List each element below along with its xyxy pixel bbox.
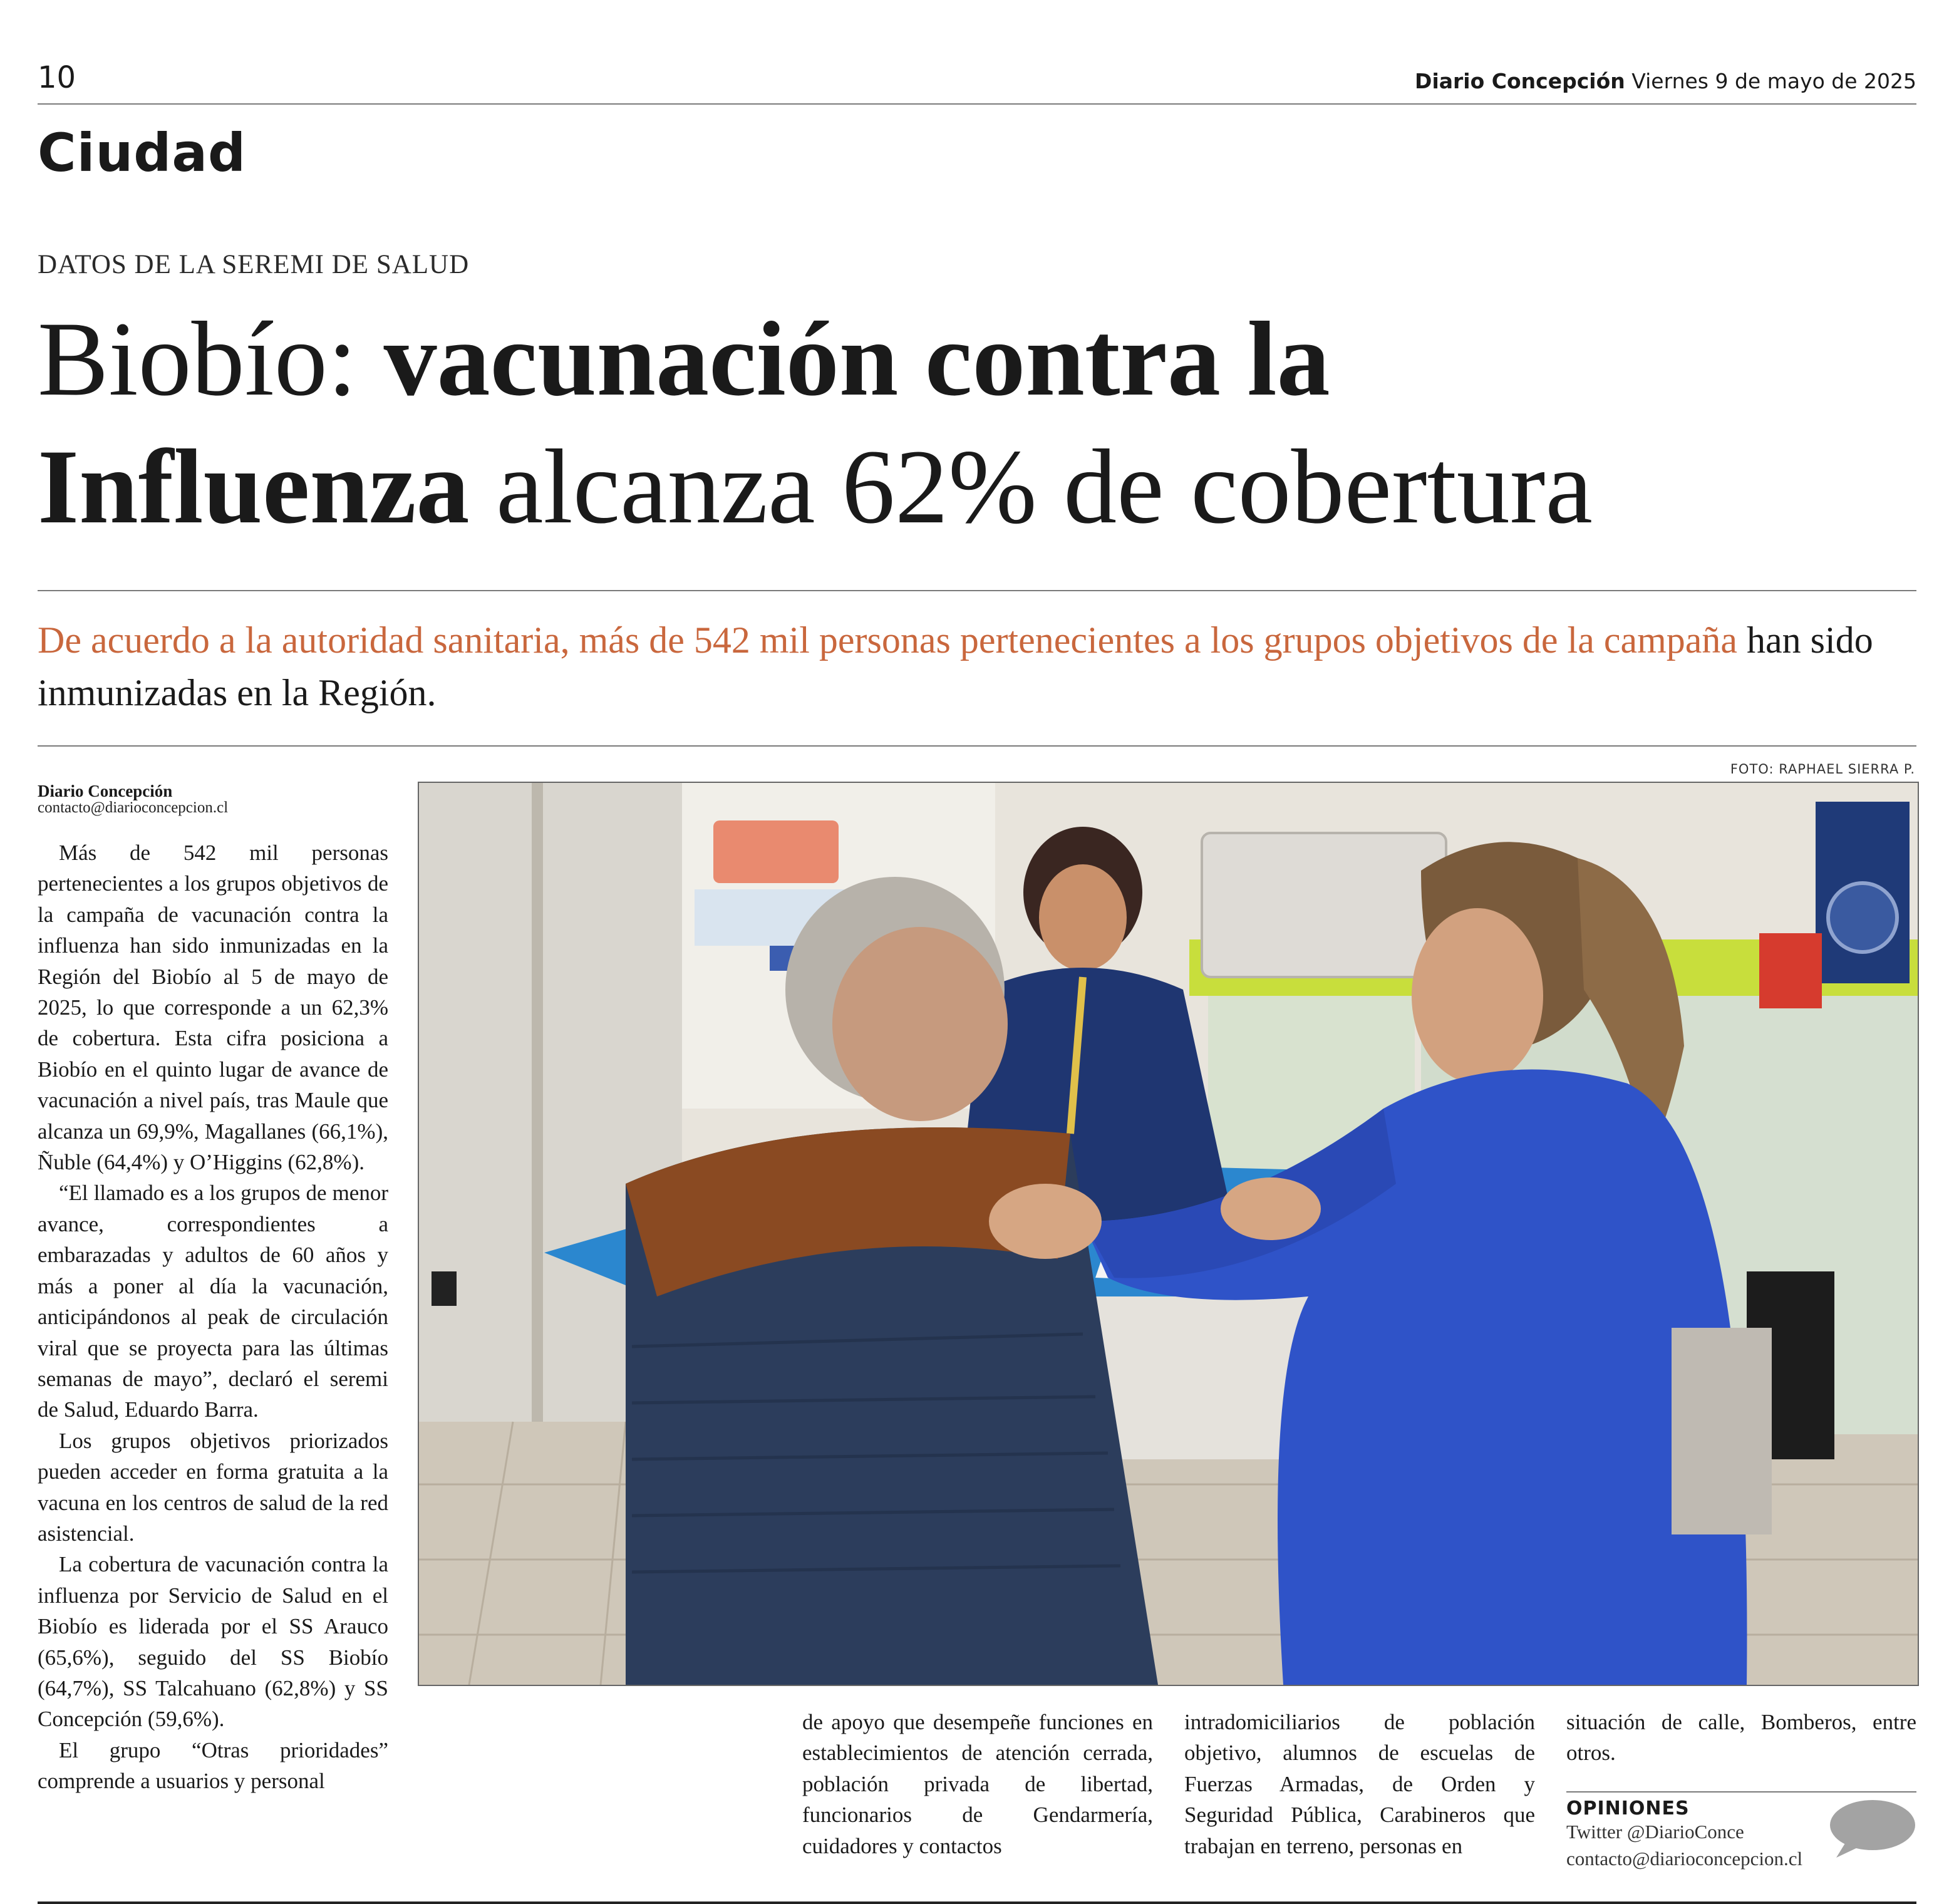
byline-email: contacto@diarioconcepcion.cl: [38, 799, 229, 816]
deck-rule: [38, 745, 1916, 747]
speech-bubble-icon: [1827, 1798, 1916, 1860]
headline-bold-2: Influenza: [38, 428, 470, 546]
paragraph: Más de 542 mil personas pertenecientes a los grupos objetivos de la campaña de vacunación contra la influenza han sido inmunizadas en la Región del Biobío al 5 de mayo de 2025, lo que corresponde a un 62,3% de cobertura. Esta cifra posiciona a Biobío en el quinto lugar de avance de vacunación a nivel país, tras Maule que alcanza un 69,9%, Magallanes (66,1%), Ñuble (64,4%) y O’Higgins (62,8%).: [38, 841, 388, 1175]
vaccination-photo: [418, 782, 1919, 1686]
masthead-name: Diario Concepción: [1415, 69, 1625, 93]
deck: [38, 614, 1916, 719]
kicker: DATOS DE LA SEREMI DE SALUD: [38, 250, 470, 279]
bottom-rule: [38, 1901, 1916, 1904]
masthead: [1415, 69, 1916, 93]
body-column-3: [1184, 1707, 1535, 1861]
paragraph: “El llamado es a los grupos de menor avance, correspondientes a embarazadas y adultos de 60 años y más a poner al día la vacunación, anticipándonos al peak de circulación viral que se proyecta para las últimas semanas de mayo”, declaró el seremi de Salud, Eduardo Barra.: [38, 1181, 388, 1422]
headline-light-2: alcanza 62% de cobertura: [469, 428, 1593, 546]
body-column-1: [38, 837, 388, 1797]
photo-credit: FOTO: RAPHAEL SIERRA P.: [1730, 762, 1915, 777]
opinions-twitter: Twitter @DiarioConce: [1566, 1821, 1744, 1843]
headline: [38, 300, 1916, 546]
paragraph: Los grupos objetivos priorizados pueden acceder en forma gratuita a la vacuna en los centros de salud de la red asistencial.: [38, 1428, 388, 1546]
opinions-title: OPINIONES: [1566, 1798, 1690, 1819]
headline-light-1: Biobío:: [38, 300, 384, 418]
headline-rule: [38, 590, 1916, 591]
opinions-email: contacto@diarioconcepcion.cl: [1566, 1848, 1803, 1870]
masthead-date: Viernes 9 de mayo de 2025: [1631, 69, 1916, 93]
header-rule: [38, 103, 1916, 105]
headline-bold-1: vacunación contra la: [383, 300, 1330, 418]
opinions-rule: [1566, 1791, 1916, 1793]
byline-name: Diario Concepción: [38, 782, 173, 800]
paragraph: La cobertura de vacunación contra la influenza por Servicio de Salud en el Biobío es liderada por el SS Arauco (65,6%), seguido del SS Biobío (64,7%), SS Talcahuano (62,8%) y SS Concepción (59,6%).: [38, 1552, 388, 1732]
section-title: Ciudad: [38, 122, 247, 184]
page-number: 10: [38, 60, 76, 95]
paragraph: intradomiciliarios de población objetivo, alumnos de escuelas de Fuerzas Armadas, de Orden y Seguridad Pública, Carabineros que trabajan en terreno, personas en: [1184, 1710, 1535, 1858]
body-column-4: [1566, 1707, 1916, 1769]
paragraph: El grupo “Otras prioridades” comprende a usuarios y personal: [38, 1737, 388, 1794]
paragraph: de apoyo que desempeñe funciones en establecimientos de atención cerrada, población privada de libertad, funcionarios de Gendarmería, cuidadores y contactos: [802, 1710, 1153, 1858]
deck-highlight: De acuerdo a la autoridad sanitaria, más de 542 mil personas pertenecientes a los grupos objetivos de la campaña: [38, 619, 1738, 661]
body-column-2: [802, 1707, 1153, 1861]
deck-rest: han sido inmunizadas en la Región.: [38, 619, 1873, 713]
paragraph: situación de calle, Bomberos, entre otros.: [1566, 1710, 1916, 1766]
